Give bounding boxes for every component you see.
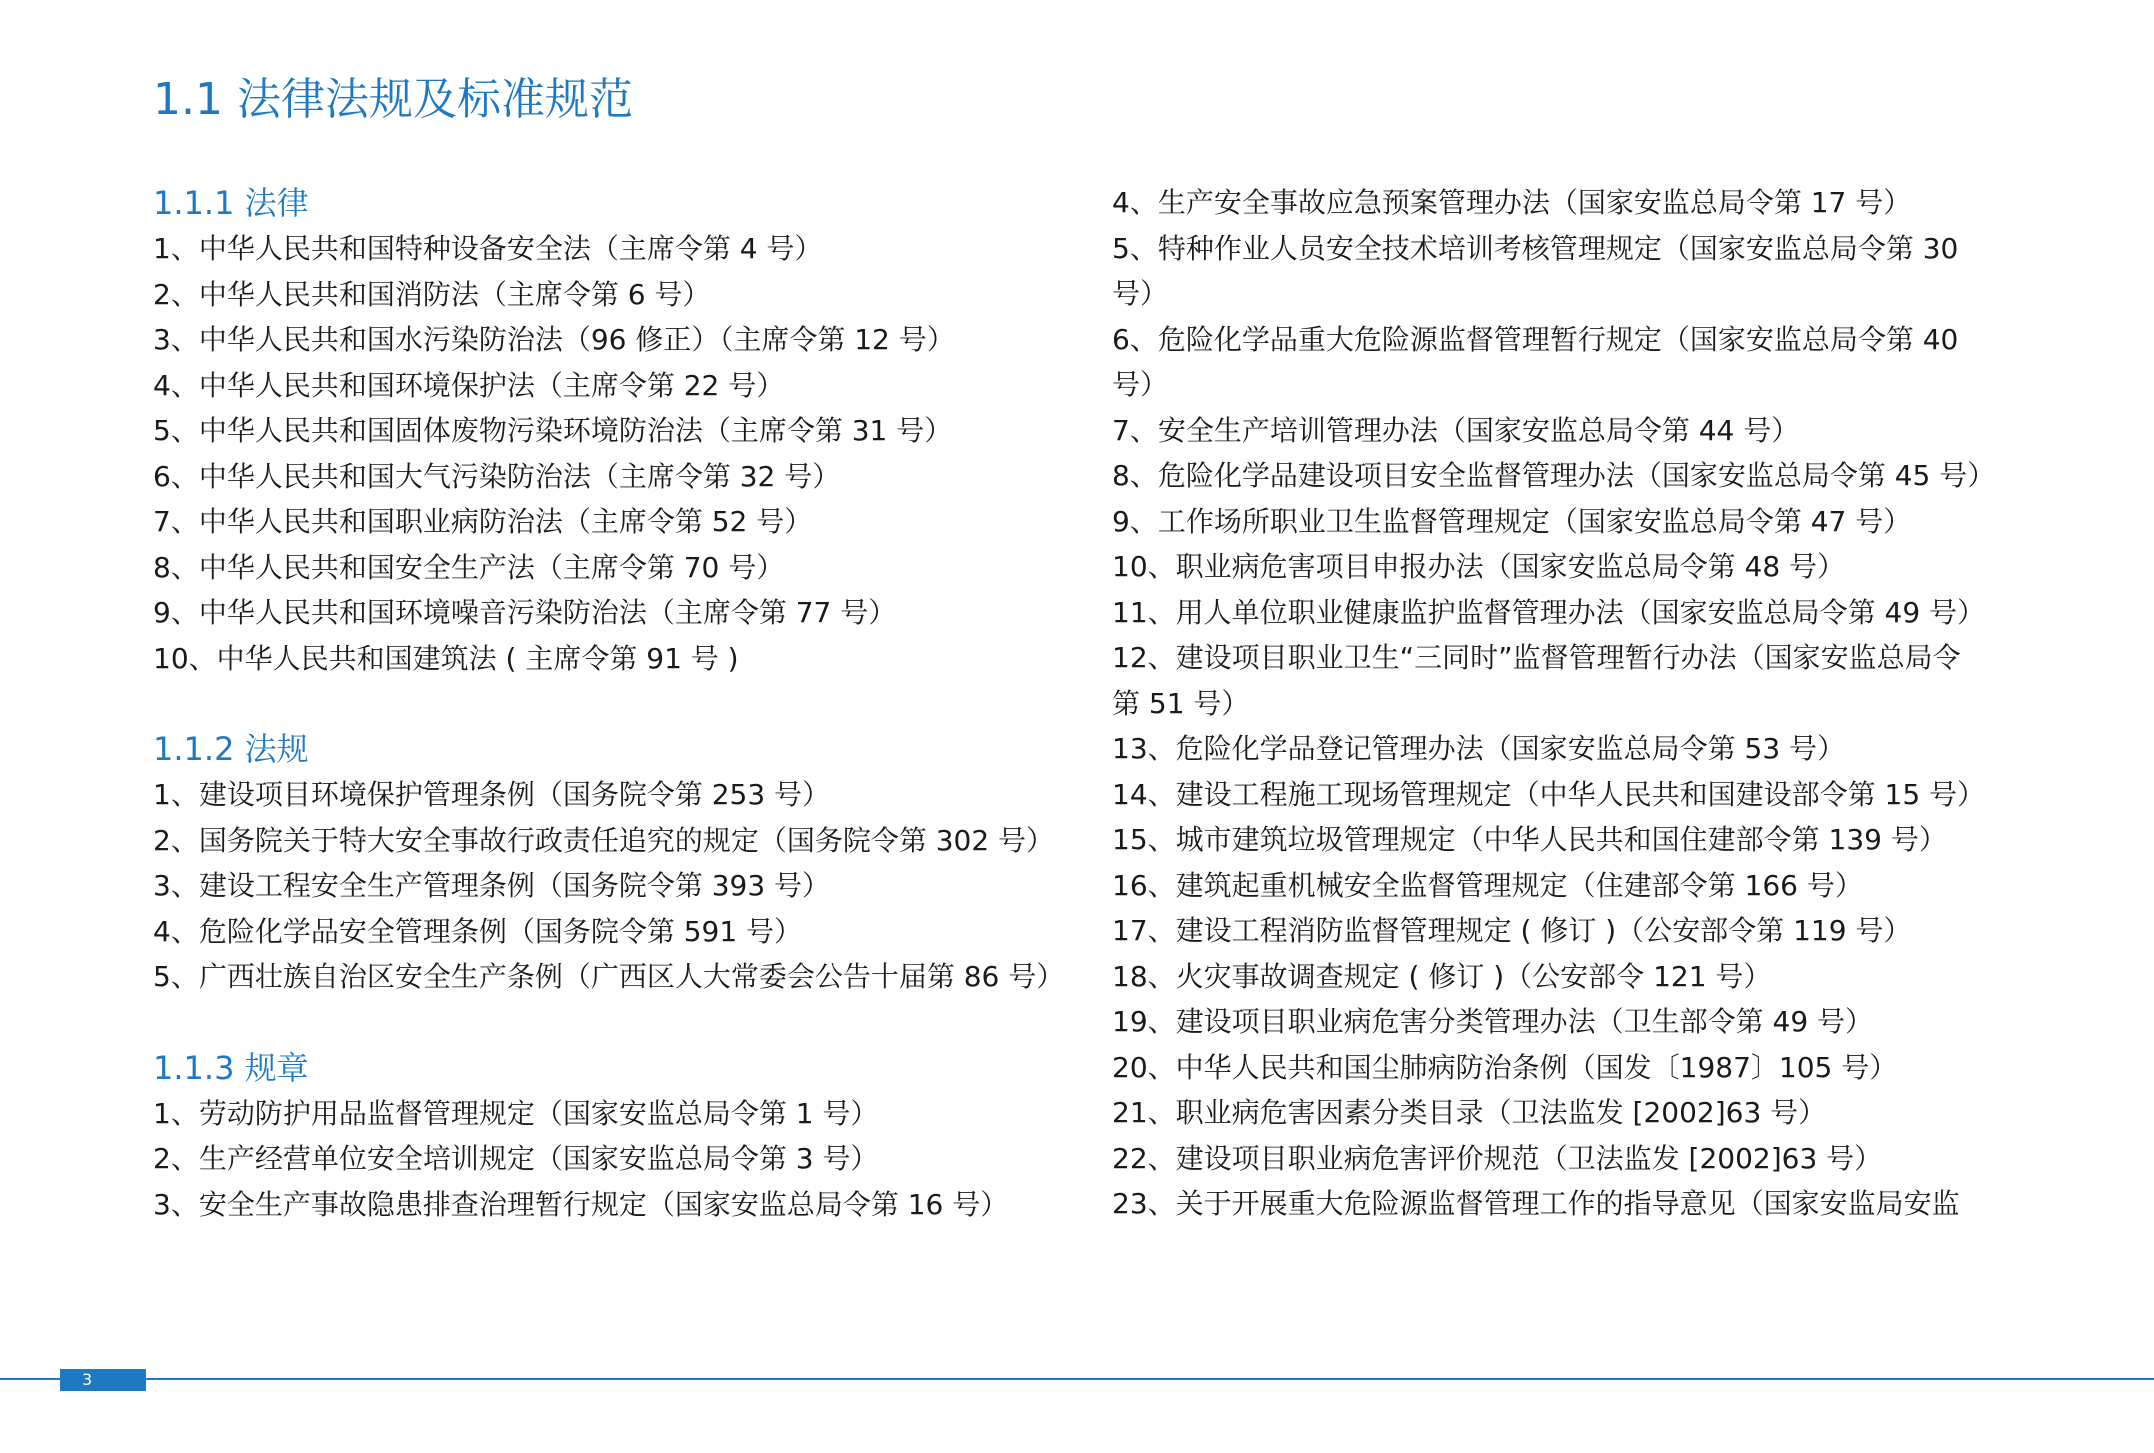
law-item: 1、中华人民共和国特种设备安全法（主席令第 4 号） <box>153 232 823 265</box>
regulation-item: 2、国务院关于特大安全事故行政责任追究的规定（国务院令第 302 号） <box>153 823 1055 857</box>
rule-item: 20、中华人民共和国尘肺病防治条例（国发〔1987〕105 号） <box>1112 1050 1898 1084</box>
right-column <box>1112 180 1996 1227</box>
footer-divider <box>0 1378 2154 1380</box>
rule-item: 7、安全生产培训管理办法（国家安监总局令第 44 号） <box>1112 413 1800 447</box>
law-item: 7、中华人民共和国职业病防治法（主席令第 52 号） <box>153 505 813 538</box>
law-item: 8、中华人民共和国安全生产法（主席令第 70 号） <box>153 550 785 584</box>
law-item: 3、中华人民共和国水污染防治法（96 修正）（主席令第 12 号） <box>153 323 955 356</box>
rule-item: 2、生产经营单位安全培训规定（国家安监总局令第 3 号） <box>153 1142 879 1175</box>
left-column <box>153 180 1083 1227</box>
section-heading-regulations: 1.1.2 法规 <box>153 730 309 768</box>
law-item: 5、中华人民共和国固体废物污染环境防治法（主席令第 31 号） <box>153 414 953 447</box>
regulation-item: 5、广西壮族自治区安全生产条例（广西区人大常委会公告十届第 86 号） <box>153 960 1065 993</box>
law-item: 2、中华人民共和国消防法（主席令第 6 号） <box>153 277 711 311</box>
page-number-badge: 3 <box>60 1369 146 1391</box>
rule-item: 13、危险化学品登记管理办法（国家安监总局令第 53 号） <box>1112 732 1846 765</box>
section-heading-laws: 1.1.1 法律 <box>153 184 309 222</box>
regulation-item: 4、危险化学品安全管理条例（国务院令第 591 号） <box>153 914 803 948</box>
rule-item: 1、劳动防护用品监督管理规定（国家安监总局令第 1 号） <box>153 1096 879 1130</box>
rule-item: 19、建设项目职业病危害分类管理办法（卫生部令第 49 号） <box>1112 1005 1874 1038</box>
rule-item: 8、危险化学品建设项目安全监督管理办法（国家安监总局令第 45 号） <box>1112 459 1996 492</box>
rule-item: 4、生产安全事故应急预案管理办法（国家安监总局令第 17 号） <box>1112 186 1912 219</box>
rule-item: 16、建筑起重机械安全监督管理规定（住建部令第 166 号） <box>1112 868 1863 902</box>
rule-item: 11、用人单位职业健康监护监督管理办法（国家安监总局令第 49 号） <box>1112 595 1986 629</box>
rule-item: 14、建设工程施工现场管理规定（中华人民共和国建设部令第 15 号） <box>1112 777 1986 811</box>
law-item: 4、中华人民共和国环境保护法（主席令第 22 号） <box>153 368 785 402</box>
rule-item: 17、建设工程消防监督管理规定 ( 修订 )（公安部令第 119 号） <box>1112 914 1912 947</box>
regulation-item: 1、建设项目环境保护管理条例（国务院令第 253 号） <box>153 778 831 811</box>
rule-item: 3、安全生产事故隐患排查治理暂行规定（国家安监总局令第 16 号） <box>153 1187 1009 1221</box>
rule-item: 10、职业病危害项目申报办法（国家安监总局令第 48 号） <box>1112 550 1846 583</box>
rule-item: 6、危险化学品重大危险源监督管理暂行规定（国家安监总局令第 40 号） <box>1112 322 1959 401</box>
rule-item: 23、关于开展重大危险源监督管理工作的指导意见（国家安监局安监 <box>1112 1187 1960 1220</box>
rule-item: 21、职业病危害因素分类目录（卫法监发 [2002]63 号） <box>1112 1096 1827 1129</box>
law-item: 10、中华人民共和国建筑法 ( 主席令第 91 号 ) <box>153 641 739 675</box>
regulation-item: 3、建设工程安全生产管理条例（国务院令第 393 号） <box>153 869 831 902</box>
rule-item: 9、工作场所职业卫生监督管理规定（国家安监总局令第 47 号） <box>1112 504 1912 538</box>
rule-item: 22、建设项目职业病危害评价规范（卫法监发 [2002]63 号） <box>1112 1141 1883 1175</box>
section-heading-rules: 1.1.3 规章 <box>153 1048 309 1087</box>
law-item: 6、中华人民共和国大气污染防治法（主席令第 32 号） <box>153 459 841 493</box>
law-item: 9、中华人民共和国环境噪音污染防治法（主席令第 77 号） <box>153 596 897 629</box>
rule-item: 15、城市建筑垃圾管理规定（中华人民共和国住建部令第 139 号） <box>1112 823 1947 856</box>
rule-item: 5、特种作业人员安全技术培训考核管理规定（国家安监总局令第 30 号） <box>1112 231 1959 310</box>
page-title: 1.1 法律法规及标准规范 <box>153 74 633 125</box>
rule-item: 18、火灾事故调查规定 ( 修订 )（公安部令 121 号） <box>1112 959 1772 993</box>
rule-item: 12、建设项目职业卫生“三同时”监督管理暂行办法（国家安监总局令第 51 号） <box>1112 641 1961 720</box>
